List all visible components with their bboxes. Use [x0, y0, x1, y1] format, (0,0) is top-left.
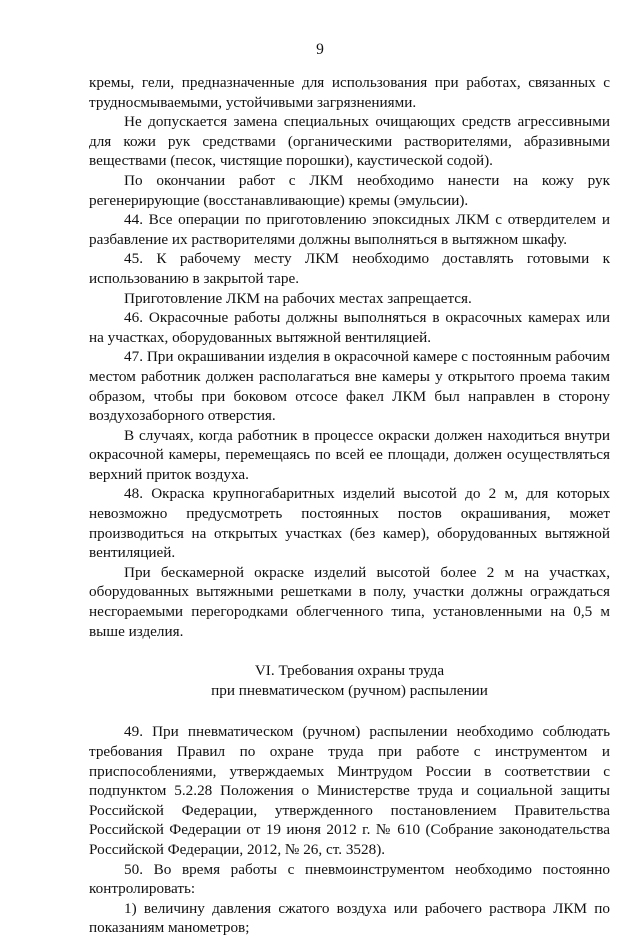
- paragraph: По окончании работ с ЛКМ необходимо нанести на кожу рук регенерирующие (восстанавливающие) кремы (эмульсии).: [89, 171, 610, 209]
- paragraph: 46. Окрасочные работы должны выполняться в окрасочных камерах или на участках, оборудованных вытяжной вентиляцией.: [89, 309, 610, 346]
- section-heading-title: VI. Требования охраны труда: [254, 662, 445, 680]
- paragraph: При бескамерной окраске изделий высотой более 2 м на участках, оборудованных вытяжными решетками в полу, участки должны ограждаться несгораемыми перегородками облегченного типа, установленными на 0,5 м выше изделия.: [89, 563, 610, 640]
- section-heading-subtitle: при пневматическом (ручном) распылении: [211, 681, 488, 699]
- paragraph: 47. При окрашивании изделия в окрасочной камере с постоянным рабочим местом работник должен располагаться вне камеры у открытого проема таким образом, чтобы при боковом отсосе факел ЛКМ был направлен в сторону воздухозаборного отверстия.: [89, 348, 610, 425]
- paragraph: 45. К рабочему месту ЛКМ необходимо доставлять готовыми к использованию в закрытой таре.: [89, 250, 610, 287]
- paragraph: В случаях, когда работник в процессе окраски должен находиться внутри окрасочной камеры, перемещаясь по всей ее площади, должен осуществляться верхний приток воздуха.: [89, 426, 610, 483]
- paragraph: 44. Все операции по приготовлению эпоксидных ЛКМ с отвердителем и разбавление их растворителями должны выполняться в вытяжном шкафу.: [89, 211, 610, 248]
- paragraph: 1) величину давления сжатого воздуха или рабочего раствора ЛКМ по показаниям манометров;: [89, 899, 610, 937]
- paragraph: 49. При пневматическом (ручном) распылении необходимо соблюдать требования Правил по охране труда при работе с инструментом и приспособлениями, утверждаемых Минтрудом России в соответствии с подпунктом 5.2.28 Положения о Министерстве труда и социальной защиты Российской Федерации, утвержденного постановлением Правительства Российской Федерации от 19 июня 2012 г. № 610 (Собрание законодательства Российской Федерации, 2012, № 26, ст. 3528).: [89, 723, 610, 858]
- paragraph: 48. Окраска крупногабаритных изделий высотой до 2 м, для которых невозможно предусмотреть постоянных постов окрашивания, может производиться на открытых участках (без камер), оборудованных вытяжной вентиляцией.: [89, 485, 610, 562]
- paragraphs-after-heading: [89, 722, 610, 938]
- paragraph: кремы, гели, предназначенные для использования при работах, связанных с трудносмываемыми, устойчивыми загрязнениями.: [89, 74, 610, 111]
- section-heading: [89, 661, 610, 700]
- paragraph: Не допускается замена специальных очищающих средств агрессивными для кожи рук средствами (органическими растворителями, абразивными веществами (песок, чистящие порошки), каустической содой).: [89, 113, 610, 170]
- page-number: 9: [316, 41, 324, 58]
- paragraph: Приготовление ЛКМ на рабочих местах запрещается.: [124, 289, 472, 307]
- paragraphs-before-heading: [89, 73, 610, 641]
- document-body: [89, 73, 610, 938]
- paragraph: 50. Во время работы с пневмоинструментом необходимо постоянно контролировать:: [89, 860, 610, 898]
